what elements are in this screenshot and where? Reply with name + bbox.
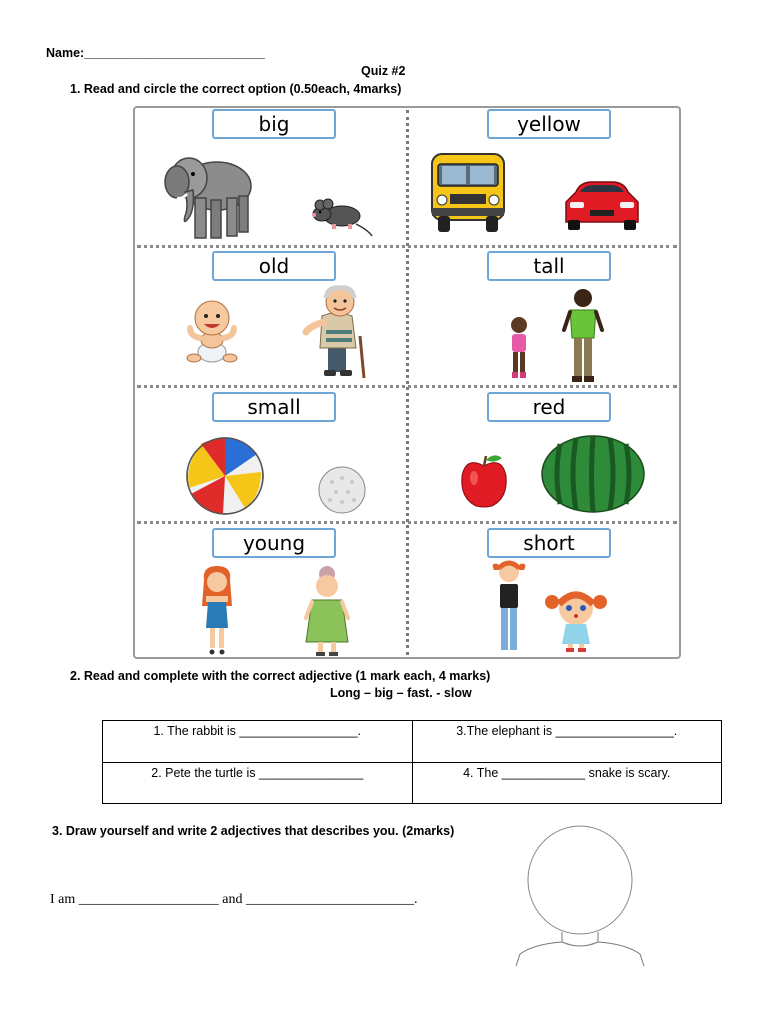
sentence-1[interactable]: 1. The rabbit is _________________. xyxy=(103,721,413,763)
short-child-image[interactable] xyxy=(506,316,532,380)
word-card-big: big xyxy=(212,109,336,139)
word-card-yellow: yellow xyxy=(487,109,611,139)
small-girl-image[interactable] xyxy=(546,588,606,654)
sentence-3[interactable]: 3.The elephant is _________________. xyxy=(412,721,722,763)
elephant-image[interactable] xyxy=(165,150,255,244)
word-card-small: small xyxy=(212,392,336,422)
sentence-4[interactable]: 4. The ____________ snake is scary. xyxy=(412,762,722,804)
old-man-image[interactable] xyxy=(302,286,370,380)
golf-ball-image[interactable] xyxy=(316,466,368,514)
quiz-title: Quiz #2 xyxy=(361,64,406,78)
question-2-title: 2. Read and complete with the correct adjective (1 mark each, 4 marks) xyxy=(70,669,491,683)
grid-divider-1 xyxy=(137,245,677,248)
question-3-title: 3. Draw yourself and write 2 adjectives that describes you. (2marks) xyxy=(52,824,455,838)
red-car-image[interactable] xyxy=(562,180,642,232)
grid-divider-3 xyxy=(137,521,677,524)
word-card-old: old xyxy=(212,251,336,281)
grid-vertical-divider xyxy=(406,110,409,655)
question-2-table xyxy=(102,720,722,804)
young-girl-image[interactable] xyxy=(198,566,236,658)
apple-image[interactable] xyxy=(458,452,510,508)
word-card-short: short xyxy=(487,528,611,558)
adjectives-sentence[interactable]: I am ____________________ and ________________________. xyxy=(50,892,418,907)
word-card-tall: tall xyxy=(487,251,611,281)
taller-girl-image[interactable] xyxy=(490,560,528,656)
name-line: Name:__________________________ xyxy=(46,46,265,60)
question-1-title: 1. Read and circle the correct option (0.50each, 4marks) xyxy=(70,82,402,96)
grid-divider-2 xyxy=(137,385,677,388)
word-card-red: red xyxy=(487,392,611,422)
word-card-young: young xyxy=(212,528,336,558)
watermelon-image[interactable] xyxy=(540,434,646,514)
baby-image[interactable] xyxy=(186,298,238,368)
school-bus-image[interactable] xyxy=(428,150,508,234)
self-portrait-outline[interactable] xyxy=(514,826,656,968)
word-bank: Long – big – fast. - slow xyxy=(330,686,472,700)
tall-woman-image[interactable] xyxy=(562,288,604,384)
mouse-image[interactable] xyxy=(308,196,374,238)
beach-ball-image[interactable] xyxy=(183,436,267,516)
old-woman-image[interactable] xyxy=(302,564,352,658)
sentence-2[interactable]: 2. Pete the turtle is _______________ xyxy=(103,762,413,804)
